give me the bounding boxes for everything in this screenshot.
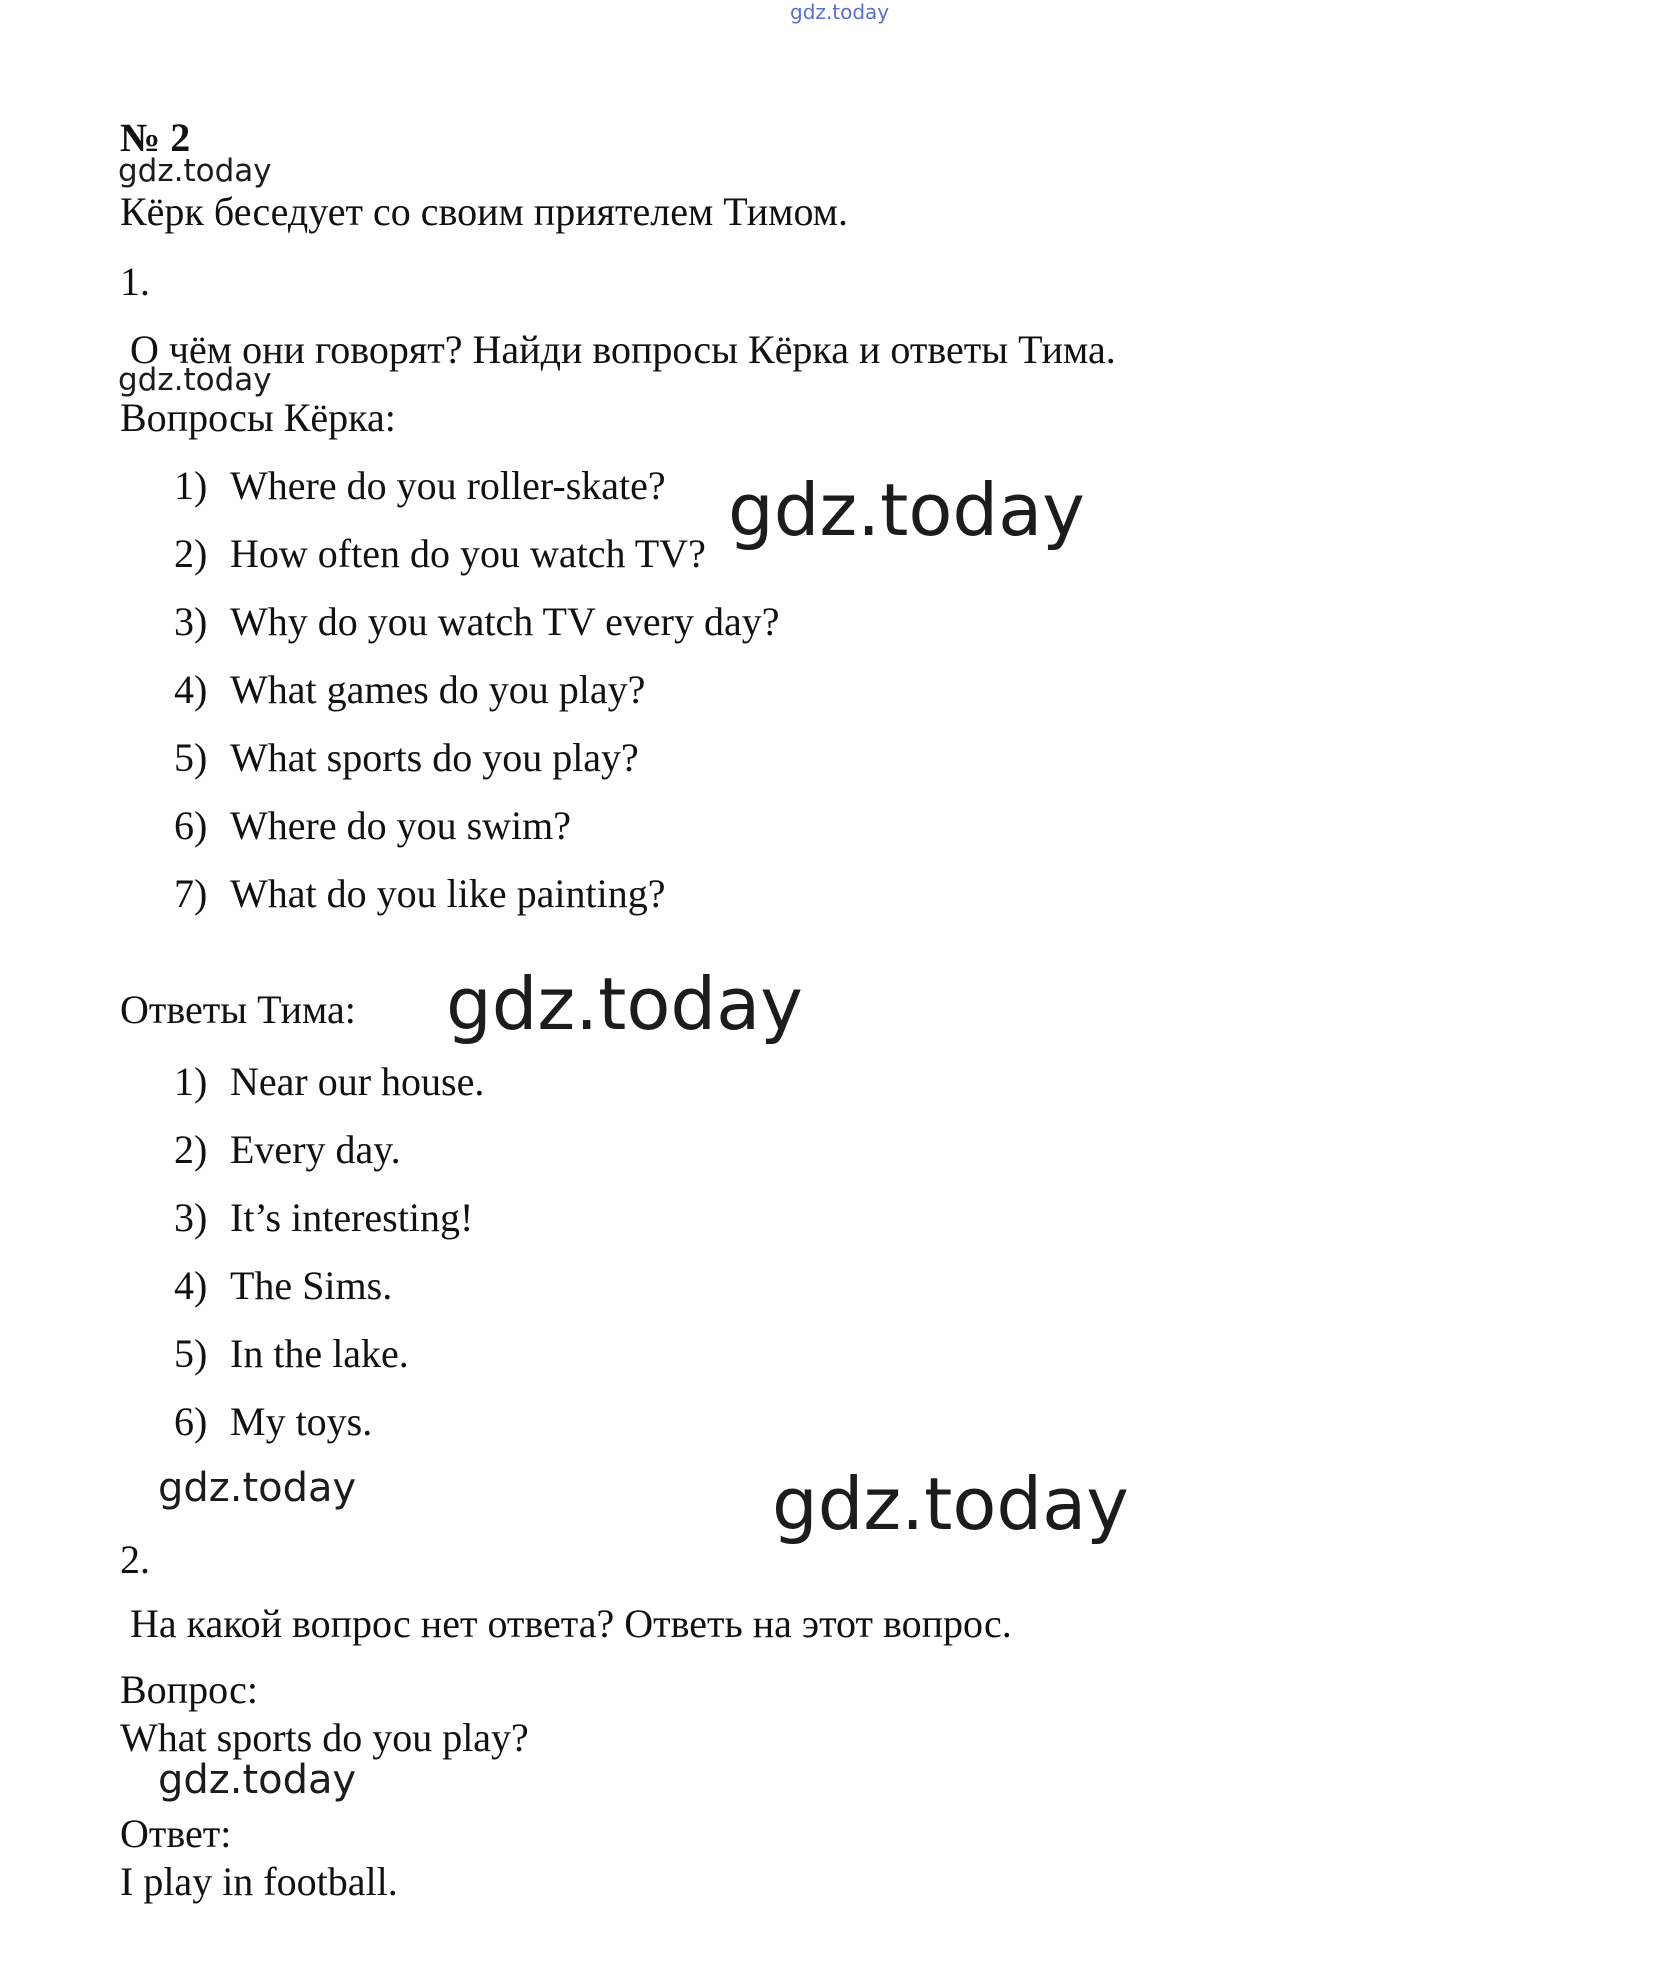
question-number: 3) — [174, 599, 208, 644]
question-text: What sports do you play? — [230, 735, 639, 780]
question-text: Why do you watch TV every day? — [230, 599, 780, 644]
answer-text: In the lake. — [230, 1331, 409, 1376]
answer-text: Every day. — [230, 1127, 401, 1172]
answer-item-1 — [174, 1059, 485, 1104]
question-text: Where do you swim? — [230, 803, 572, 848]
part2-question: What sports do you play? — [120, 1715, 529, 1760]
part1-label: 1. — [120, 259, 150, 304]
question-item-3 — [174, 599, 780, 644]
watermark-small-3: gdz.today — [158, 1465, 357, 1511]
question-text: How often do you watch TV? — [230, 531, 706, 576]
question-item-2 — [174, 531, 706, 576]
part2-task: На какой вопрос нет ответа? Ответь на этот вопрос. — [130, 1601, 1012, 1646]
exercise-number: № 2 — [120, 115, 191, 160]
question-item-5 — [174, 735, 639, 780]
answer-text: It’s interesting! — [230, 1195, 474, 1240]
watermark-large-1: gdz.today — [728, 468, 1085, 552]
answer-item-3 — [174, 1195, 474, 1240]
answer-number: 4) — [174, 1263, 208, 1308]
part1-task: О чём они говорят? Найди вопросы Кёрка и ответы Тима. — [130, 327, 1116, 372]
watermark-top: gdz.today — [790, 0, 890, 24]
question-item-6 — [174, 803, 572, 848]
question-number: 6) — [174, 803, 208, 848]
question-number: 1) — [174, 463, 208, 508]
answer-number: 5) — [174, 1331, 208, 1376]
answer-item-5 — [174, 1331, 409, 1376]
question-number: 5) — [174, 735, 208, 780]
question-text: What games do you play? — [230, 667, 646, 712]
question-text: Where do you roller-skate? — [230, 463, 666, 508]
answer-item-2 — [174, 1127, 401, 1172]
watermark-small-1: gdz.today — [118, 153, 272, 189]
part2-label: 2. — [120, 1537, 150, 1582]
question-number: 4) — [174, 667, 208, 712]
exercise-intro: Кёрк беседует со своим приятелем Тимом. — [120, 189, 848, 234]
answers-heading: Ответы Тима: — [120, 987, 356, 1032]
question-item-4 — [174, 667, 646, 712]
answer-text: The Sims. — [230, 1263, 393, 1308]
answer-number: 6) — [174, 1399, 208, 1444]
watermark-large-3: gdz.today — [772, 1462, 1129, 1546]
answer-text: My toys. — [230, 1399, 373, 1444]
answer-text: Near our house. — [230, 1059, 485, 1104]
watermark-small-4: gdz.today — [158, 1757, 357, 1803]
questions-heading: Вопросы Кёрка: — [120, 395, 396, 440]
question-number: 2) — [174, 531, 208, 576]
part2-question-label: Вопрос: — [120, 1667, 258, 1712]
answer-number: 3) — [174, 1195, 208, 1240]
question-number: 7) — [174, 871, 208, 916]
answer-item-4 — [174, 1263, 393, 1308]
answer-item-6 — [174, 1399, 373, 1444]
answer-number: 1) — [174, 1059, 208, 1104]
question-item-1 — [174, 463, 666, 508]
answer-number: 2) — [174, 1127, 208, 1172]
question-item-7 — [174, 871, 666, 916]
watermark-small-2: gdz.today — [118, 362, 272, 398]
part2-answer-label: Ответ: — [120, 1811, 232, 1856]
watermark-large-2: gdz.today — [446, 962, 803, 1046]
question-text: What do you like painting? — [230, 871, 666, 916]
part2-answer: I play in football. — [120, 1859, 398, 1904]
